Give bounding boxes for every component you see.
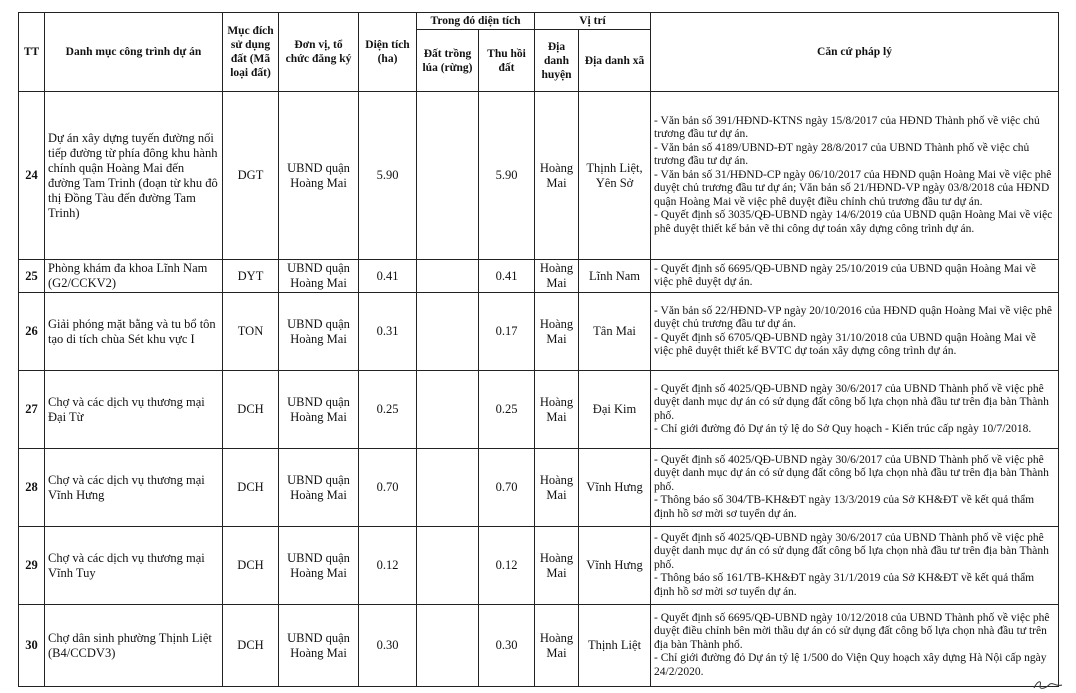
header-purpose: Mục đích sử dụng đất (Mã loại đất) [223,13,279,92]
table-row [19,371,1059,449]
district-name: Hoàng Mai [535,527,579,605]
commune-name: Tân Mai [579,293,651,371]
recovered-land-area: 0.25 [479,371,535,449]
rice-land-area [417,605,479,687]
land-purpose-code: DGT [223,92,279,260]
rice-land-area [417,371,479,449]
rice-land-area [417,293,479,371]
legal-basis-item: - Thông báo số 304/TB-KH&ĐT ngày 13/3/2019 của Sở KH&ĐT về kết quả thẩm định hồ sơ mời sơ tuyển dự án. [654,494,1035,520]
table-header [19,13,1059,92]
district-name: Hoàng Mai [535,260,579,293]
registering-unit: UBND quận Hoàng Mai [279,449,359,527]
land-use-project-table [18,12,1059,687]
table-row [19,449,1059,527]
legal-basis-item: - Văn bản số 22/HĐND-VP ngày 20/10/2016 của HĐND quận Hoàng Mai về việc phê duyệt chủ trương đầu tư dự án. [654,304,1052,330]
legal-basis-item: - Chỉ giới đường đỏ Dự án tỷ lệ do Sở Quy hoạch - Kiến trúc cấp ngày 10/7/2018. [654,423,1032,435]
table-row [19,92,1059,260]
table-row [19,293,1059,371]
row-number: 29 [19,527,45,605]
recovered-land-area: 0.70 [479,449,535,527]
commune-name: Vĩnh Hưng [579,449,651,527]
legal-basis-item: - Quyết định số 4025/QĐ-UBND ngày 30/6/2017 của UBND Thành phố về việc phê duyệt danh mục dự án có sử dụng đất công bố lựa chọn nhà đầu tư trên địa bàn Thành phố. [654,453,1049,493]
legal-basis [651,260,1059,293]
registering-unit: UBND quận Hoàng Mai [279,293,359,371]
land-purpose-code: DCH [223,449,279,527]
table-row [19,605,1059,687]
legal-basis-item: - Quyết định số 4025/QĐ-UBND ngày 30/6/2017 của UBND Thành phố về việc phê duyệt danh mục dự án có sử dụng đất công bố lựa chọn nhà đầu tư trên địa bàn Thành phố. [654,382,1049,422]
row-number: 30 [19,605,45,687]
district-name: Hoàng Mai [535,605,579,687]
header-in-area-group: Trong đó diện tích [417,13,535,30]
initials-mark [1028,678,1068,692]
commune-name: Lĩnh Nam [579,260,651,293]
legal-basis [651,527,1059,605]
land-purpose-code: DCH [223,371,279,449]
header-district: Địa danh huyện [535,30,579,92]
legal-basis [651,92,1059,260]
commune-name: Vĩnh Hưng [579,527,651,605]
legal-basis-item: - Chỉ giới đường đỏ Dự án tỷ lệ 1/500 do Viện Quy hoạch xây dựng Hà Nội cấp ngày 24/2/2020. [654,652,1047,678]
header-project: Danh mục công trình dự án [45,13,223,92]
table-body [19,92,1059,687]
project-name: Dự án xây dựng tuyến đường nối tiếp đường từ phía đông khu hành chính quận Hoàng Mai đến đường Tam Trinh (đoạn từ khu đô thị Đồng Tàu đến đường Tam Trinh) [45,92,223,260]
header-recovered: Thu hồi đất [479,30,535,92]
row-number: 24 [19,92,45,260]
rice-land-area [417,449,479,527]
area-ha: 0.70 [359,449,417,527]
table-row [19,260,1059,293]
project-name: Chợ và các dịch vụ thương mại Đại Từ [45,371,223,449]
legal-basis-item: - Quyết định số 4025/QĐ-UBND ngày 30/6/2017 của UBND Thành phố về việc phê duyệt danh mục dự án có sử dụng đất công bố lựa chọn nhà đầu tư trên địa bàn Thành phố. [654,531,1049,571]
header-tt: TT [19,13,45,92]
land-purpose-code: TON [223,293,279,371]
area-ha: 0.12 [359,527,417,605]
commune-name: Thịnh Liệt [579,605,651,687]
recovered-land-area: 0.12 [479,527,535,605]
project-name: Chợ và các dịch vụ thương mại Vĩnh Tuy [45,527,223,605]
district-name: Hoàng Mai [535,293,579,371]
recovered-land-area: 0.30 [479,605,535,687]
legal-basis-item: - Văn bản số 4189/UBND-ĐT ngày 28/8/2017 của UBND Thành phố về việc chủ trương đầu tư dự án. [654,141,1030,168]
area-ha: 0.41 [359,260,417,293]
project-name: Chợ dân sinh phường Thịnh Liệt (B4/CCDV3) [45,605,223,687]
district-name: Hoàng Mai [535,371,579,449]
project-name: Giải phóng mặt bằng và tu bổ tôn tạo di tích chùa Sét khu vực I [45,293,223,371]
legal-basis [651,371,1059,449]
header-commune: Địa danh xã [579,30,651,92]
area-ha: 0.30 [359,605,417,687]
land-purpose-code: DCH [223,605,279,687]
legal-basis [651,449,1059,527]
legal-basis [651,293,1059,371]
row-number: 28 [19,449,45,527]
header-location-group: Vị trí [535,13,651,30]
registering-unit: UBND quận Hoàng Mai [279,92,359,260]
rice-land-area [417,527,479,605]
land-purpose-code: DYT [223,260,279,293]
district-name: Hoàng Mai [535,449,579,527]
project-name: Chợ và các dịch vụ thương mại Vĩnh Hưng [45,449,223,527]
legal-basis-item: - Văn bản số 391/HĐND-KTNS ngày 15/8/2017 của HĐND Thành phố về việc chủ trương đầu tư dự án. [654,114,1040,141]
registering-unit: UBND quận Hoàng Mai [279,605,359,687]
registering-unit: UBND quận Hoàng Mai [279,260,359,293]
header-area: Diện tích (ha) [359,13,417,92]
legal-basis [651,605,1059,687]
project-name: Phòng khám đa khoa Lĩnh Nam (G2/CCKV2) [45,260,223,293]
recovered-land-area: 0.17 [479,293,535,371]
table-row [19,527,1059,605]
row-number: 25 [19,260,45,293]
area-ha: 0.25 [359,371,417,449]
header-legal: Căn cứ pháp lý [651,13,1059,92]
land-purpose-code: DCH [223,527,279,605]
commune-name: Đại Kim [579,371,651,449]
registering-unit: UBND quận Hoàng Mai [279,527,359,605]
area-ha: 5.90 [359,92,417,260]
recovered-land-area: 5.90 [479,92,535,260]
rice-land-area [417,92,479,260]
legal-basis-item: - Quyết định số 6705/QĐ-UBND ngày 31/10/2018 của UBND quận Hoàng Mai về việc phê duyệt thiết kế BVTC dự toán xây dựng công trình dự án. [654,331,1037,357]
legal-basis-item: - Quyết định số 3035/QĐ-UBND ngày 14/6/2019 của UBND quận Hoàng Mai về việc phê duyệt thiết kế bản vẽ thi công dự toán xây dựng công trình dự án. [654,209,1053,235]
legal-basis-item: - Thông báo số 161/TB-KH&ĐT ngày 31/1/2019 của Sở KH&ĐT về kết quả thẩm định hồ sơ mời sơ tuyển dự án. [654,572,1035,598]
rice-land-area [417,260,479,293]
legal-basis-item: - Quyết định số 6695/QĐ-UBND ngày 10/12/2018 của UBND Thành phố về việc phê duyệt điều chỉnh bên mời thầu dự án có sử dụng đất công bố lựa chọn nhà đầu tư trên địa bàn Thành phố. [654,611,1050,651]
recovered-land-area: 0.41 [479,260,535,293]
header-rice-land: Đất trồng lúa (rừng) [417,30,479,92]
area-ha: 0.31 [359,293,417,371]
district-name: Hoàng Mai [535,92,579,260]
registering-unit: UBND quận Hoàng Mai [279,371,359,449]
row-number: 26 [19,293,45,371]
commune-name: Thịnh Liệt, Yên Sở [579,92,651,260]
legal-basis-item: - Quyết định số 6695/QĐ-UBND ngày 25/10/2019 của UBND quận Hoàng Mai về việc phê duyệt dự án. [654,262,1037,288]
header-unit: Đơn vị, tổ chức đăng ký [279,13,359,92]
legal-basis-item: - Văn bản số 31/HĐND-CP ngày 06/10/2017 của HĐND quận Hoàng Mai về việc phê duyệt chủ trương đầu tư dự án; Văn bản số 21/HĐND-VP ngày 03/8/2018 của HĐND quận Hoàng Mai về việc phê duyệt điều chỉnh chủ trương đầu tư dự án. [654,168,1052,208]
row-number: 27 [19,371,45,449]
